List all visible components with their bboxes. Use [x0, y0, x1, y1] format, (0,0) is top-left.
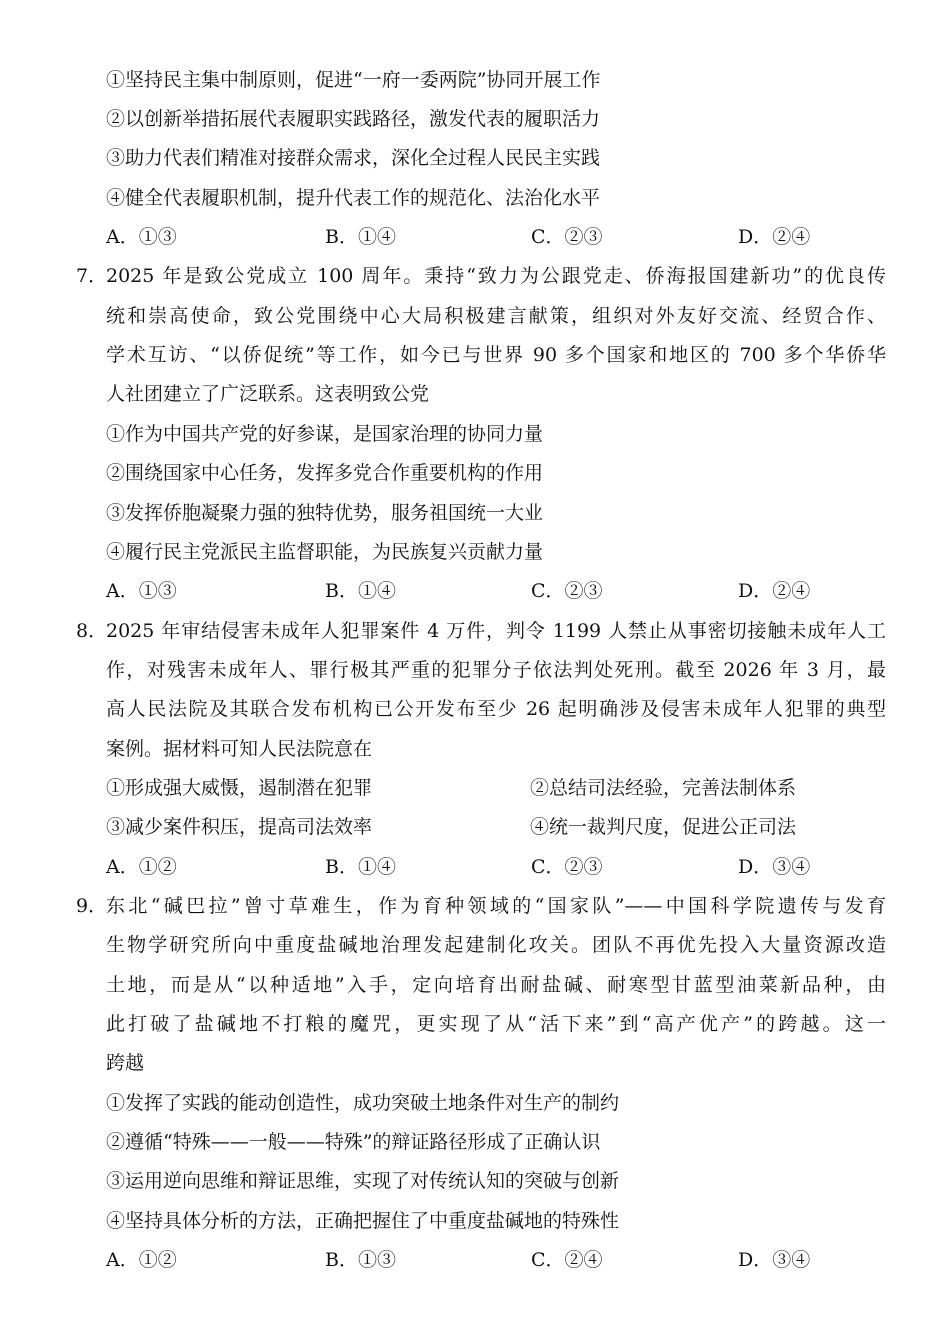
q7-answer-d: D．②④ — [738, 580, 811, 602]
q9-number: 9． — [76, 895, 108, 917]
q6-answer-d: D．②④ — [738, 226, 811, 248]
q6-answer-c: C．②③ — [531, 226, 603, 248]
q8-answer-a: A．①② — [106, 856, 177, 878]
q6-option-1: ①坚持民主集中制原则，促进“一府一委两院”协同开展工作 — [106, 69, 601, 91]
q9-answer-d: D．③④ — [738, 1249, 811, 1271]
q9-stem-line-1: 东北“碱巴拉”曾寸草难生，作为育种领域的“国家队”——中国科学院遗传与发育 — [106, 895, 886, 917]
q7-stem-line-2: 统和崇高使命，致公党围绕中心大局积极建言献策，组织对外友好交流、经贸合作、 — [106, 305, 886, 327]
q8-answer-b: B．①④ — [325, 856, 396, 878]
q9-option-1: ①发挥了实践的能动创造性，成功突破土地条件对生产的制约 — [106, 1092, 620, 1114]
q9-option-4: ④坚持具体分析的方法，正确把握住了中重度盐碱地的特殊性 — [106, 1210, 620, 1232]
q9-stem-line-2: 生物学研究所向中重度盐碱地治理发起建制化攻关。团队不再优先投入大量资源改造 — [106, 934, 886, 956]
q8-answer-c: C．②③ — [531, 856, 603, 878]
q7-answer-b: B．①④ — [325, 580, 396, 602]
q6-option-4: ④健全代表履职机制，提升代表工作的规范化、法治化水平 — [106, 187, 601, 209]
q8-stem-line-1: 2025 年审结侵害未成年人犯罪案件 4 万件，判令 1199 人禁止从事密切接触未成年人工 — [106, 620, 886, 642]
q7-option-1: ①作为中国共产党的好参谋，是国家治理的协同力量 — [106, 423, 544, 445]
q9-stem-line-4: 此打破了盐碱地不打粮的魔咒，更实现了从“活下来”到“高产优产”的跨越。这一 — [106, 1013, 886, 1035]
q9-option-2: ②遵循“特殊——一般——特殊”的辩证路径形成了正确认识 — [106, 1131, 601, 1153]
q7-number: 7． — [76, 265, 108, 287]
q9-stem-line-3: 土地，而是从“以种适地”入手，定向培育出耐盐碱、耐寒型甘蓝型油菜新品种，由 — [106, 974, 886, 996]
q7-option-3: ③发挥侨胞凝聚力强的独特优势，服务祖国统一大业 — [106, 502, 544, 524]
q8-option-4: ④统一裁判尺度，促进公正司法 — [530, 816, 797, 838]
q6-answer-b: B．①④ — [325, 226, 396, 248]
q6-option-3: ③助力代表们精准对接群众需求，深化全过程人民民主实践 — [106, 147, 601, 169]
q8-stem-line-3: 高人民法院及其联合发布机构已公开发布至少 26 起明确涉及侵害未成年人犯罪的典型 — [106, 698, 886, 720]
q7-stem-line-3: 学术互访、“以侨促统”等工作，如今已与世界 90 多个国家和地区的 700 多个华侨华 — [106, 344, 886, 366]
q7-option-2: ②围绕国家中心任务，发挥多党合作重要机构的作用 — [106, 462, 544, 484]
q8-stem-line-4: 案例。据材料可知人民法院意在 — [106, 738, 373, 760]
q8-option-2: ②总结司法经验，完善法制体系 — [530, 777, 797, 799]
q8-number: 8． — [76, 620, 108, 642]
q8-answer-d: D．③④ — [738, 856, 811, 878]
q9-answer-a: A．①② — [106, 1249, 177, 1271]
q8-option-3: ③减少案件积压，提高司法效率 — [106, 816, 373, 838]
q7-option-4: ④履行民主党派民主监督职能，为民族复兴贡献力量 — [106, 541, 544, 563]
q8-stem-line-2: 作，对残害未成年人、罪行极其严重的犯罪分子依法判处死刑。截至 2026 年 3 月，最 — [106, 659, 886, 681]
q8-option-1: ①形成强大威慑，遏制潜在犯罪 — [106, 777, 373, 799]
q7-answer-c: C．②③ — [531, 580, 603, 602]
q9-answer-b: B．①③ — [325, 1249, 396, 1271]
q7-stem-line-4: 人社团建立了广泛联系。这表明致公党 — [106, 383, 430, 405]
q7-answer-a: A．①③ — [106, 580, 177, 602]
q9-option-3: ③运用逆向思维和辩证思维，实现了对传统认知的突破与创新 — [106, 1170, 620, 1192]
q7-stem-line-1: 2025 年是致公党成立 100 周年。秉持“致力为公跟党走、侨海报国建新功”的优良传 — [106, 265, 886, 287]
q6-answer-a: A．①③ — [106, 226, 177, 248]
q6-option-2: ②以创新举措拓展代表履职实践路径，激发代表的履职活力 — [106, 108, 601, 130]
q9-answer-c: C．②④ — [531, 1249, 603, 1271]
q9-stem-line-5: 跨越 — [106, 1052, 145, 1074]
